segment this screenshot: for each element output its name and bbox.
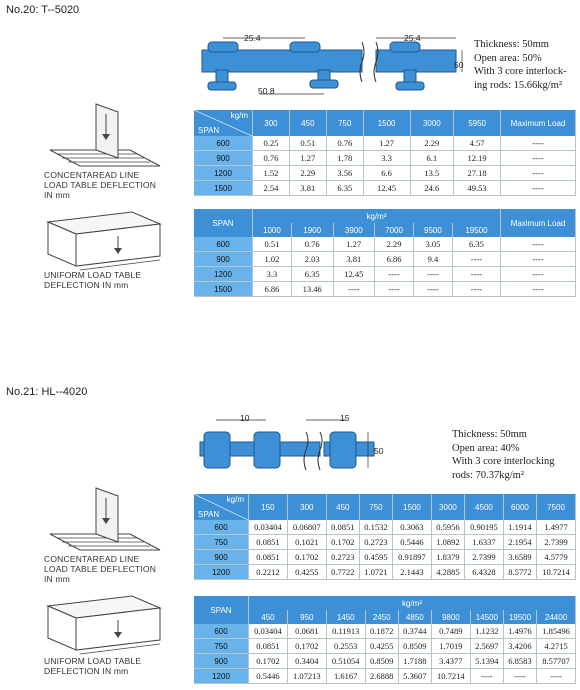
concentrated-load-illustration: [40, 100, 170, 170]
value-cell: 0.91897: [393, 550, 432, 565]
value-cell: 0.03404: [249, 624, 288, 639]
value-cell: 3.6589: [503, 550, 536, 565]
table-corner: [194, 494, 249, 520]
column-header: 9500: [414, 223, 453, 237]
spec-line: With 3 core interlocking: [452, 456, 555, 467]
value-cell: 1.02: [253, 252, 292, 267]
value-cell: 6.1: [410, 151, 454, 166]
spec-line: rods: 70.37kg/m²: [452, 469, 524, 481]
span-cell: 1500: [194, 181, 253, 196]
column-header: 3000: [431, 494, 464, 520]
column-header: 950: [287, 610, 326, 624]
value-cell: 0.76: [253, 151, 290, 166]
value-cell: 0.0681: [287, 624, 326, 639]
product-1-specs: [474, 38, 567, 92]
value-cell: 0.11913: [326, 624, 365, 639]
value-cell: 4.57: [454, 136, 501, 151]
unit-header: kg/m²: [253, 209, 501, 223]
value-cell: 0.0851: [249, 550, 288, 565]
product-1-title: No.20: T--5020: [6, 4, 80, 16]
value-cell: 0.51: [289, 136, 326, 151]
value-cell: 0.2553: [326, 639, 365, 654]
value-cell: 3.81: [289, 181, 326, 196]
column-header: 150: [249, 494, 288, 520]
table-row: [194, 151, 576, 166]
column-header: 7500: [537, 494, 576, 520]
value-cell: 12.19: [454, 151, 501, 166]
span-header: SPAN: [194, 209, 253, 237]
table-row: [194, 669, 576, 684]
span-cell: 1200: [194, 267, 253, 282]
value-cell: 0.1872: [365, 624, 398, 639]
value-cell: ----: [452, 282, 500, 297]
caption-line: LOAD TABLE DEFLECTION: [44, 180, 157, 190]
concentrated-load-table-2: [194, 494, 576, 580]
value-cell: ----: [375, 282, 414, 297]
value-cell: 0.0851: [249, 535, 288, 550]
value-cell: 1.85496: [537, 624, 576, 639]
value-cell: 1.27: [363, 136, 410, 151]
value-cell: 0.3404: [287, 654, 326, 669]
value-cell: 0.8509: [365, 654, 398, 669]
span-cell: 600: [194, 624, 249, 639]
dim-height: 50: [374, 446, 384, 456]
caption-line: LOAD TABLE DEFLECTION: [44, 564, 157, 574]
product-2-specs: [452, 428, 555, 482]
value-cell: 3.3: [363, 151, 410, 166]
value-cell: 6.86: [253, 282, 292, 297]
value-cell: 6.86: [375, 252, 414, 267]
column-header: 300: [287, 494, 326, 520]
value-cell: 6.8583: [503, 654, 536, 669]
value-cell: 0.7722: [326, 565, 359, 580]
uniform-load-illustration: [40, 208, 170, 274]
value-cell: ----: [414, 282, 453, 297]
column-header: 450: [326, 494, 359, 520]
max-load-cell: ----: [501, 282, 576, 297]
value-cell: 0.1702: [326, 535, 359, 550]
column-header: 24400: [537, 610, 576, 624]
caption-line: UNIFORM LOAD TABLE: [44, 656, 142, 666]
table-row: [194, 639, 576, 654]
max-load-header: Maximum Load: [501, 110, 576, 136]
corner-span-label: SPAN: [198, 126, 220, 135]
value-cell: 1.7019: [431, 639, 470, 654]
uniform-load-table-1: [194, 209, 576, 297]
max-load-cell: ----: [501, 267, 576, 282]
value-cell: 1.6167: [326, 669, 365, 684]
table-body: [194, 624, 576, 684]
value-cell: 8.57707: [537, 654, 576, 669]
value-cell: 1.52: [253, 166, 290, 181]
table-row: [194, 282, 576, 297]
table-row: [194, 166, 576, 181]
dim-left: 10: [240, 413, 250, 423]
span-cell: 1200: [194, 565, 249, 580]
value-cell: 2.6888: [365, 669, 398, 684]
dim-right: 15: [340, 413, 350, 423]
value-cell: 4.5779: [537, 550, 576, 565]
uniform-caption-1: [44, 270, 141, 290]
value-cell: ----: [537, 669, 576, 684]
value-cell: 1.27: [289, 151, 326, 166]
concentrated-load-illustration: [40, 484, 170, 554]
table-row: [194, 624, 576, 639]
value-cell: 0.25: [253, 136, 290, 151]
value-cell: 2.03: [291, 252, 333, 267]
column-header: 19500: [503, 610, 536, 624]
column-header: 4850: [398, 610, 431, 624]
value-cell: 6.35: [326, 181, 363, 196]
value-cell: 0.2723: [326, 550, 359, 565]
value-cell: 13.5: [410, 166, 454, 181]
value-cell: 49.53: [454, 181, 501, 196]
span-cell: 900: [194, 151, 253, 166]
value-cell: 3.56: [326, 166, 363, 181]
spec-line: With 3 core interlock-: [474, 66, 567, 77]
value-cell: 6.35: [291, 267, 333, 282]
span-cell: 1200: [194, 166, 253, 181]
value-cell: 0.03404: [249, 520, 288, 535]
value-cell: 5.3607: [398, 669, 431, 684]
value-cell: 0.1021: [287, 535, 326, 550]
value-cell: ----: [503, 669, 536, 684]
value-cell: 1.27: [333, 237, 375, 252]
column-header: 1450: [326, 610, 365, 624]
value-cell: 2.1954: [503, 535, 536, 550]
profile-drawing-t5020: [190, 28, 470, 100]
table-row: [194, 565, 576, 580]
max-load-cell: ----: [501, 151, 576, 166]
value-cell: 10.7214: [537, 565, 576, 580]
column-header: 7000: [375, 223, 414, 237]
value-cell: ----: [375, 267, 414, 282]
span-cell: 1500: [194, 282, 253, 297]
value-cell: 1.4977: [537, 520, 576, 535]
span-cell: 900: [194, 654, 249, 669]
value-cell: 0.4255: [365, 639, 398, 654]
value-cell: 8.5772: [503, 565, 536, 580]
value-cell: 2.29: [289, 166, 326, 181]
column-header: 5950: [454, 110, 501, 136]
spec-line: Thickness: 50mm: [474, 39, 549, 50]
table-row: [194, 267, 576, 282]
value-cell: 0.5446: [249, 669, 288, 684]
value-cell: 3.3: [253, 267, 292, 282]
span-cell: 750: [194, 535, 249, 550]
uniform-load-illustration: [40, 592, 170, 658]
value-cell: 5.1394: [470, 654, 503, 669]
column-header: 3900: [333, 223, 375, 237]
value-cell: 0.1532: [359, 520, 392, 535]
column-header: 2450: [365, 610, 398, 624]
value-cell: ----: [414, 267, 453, 282]
value-cell: 27.18: [454, 166, 501, 181]
max-load-cell: ----: [501, 237, 576, 252]
value-cell: 1.8379: [431, 550, 464, 565]
value-cell: 6.35: [452, 237, 500, 252]
column-header: 6000: [503, 494, 536, 520]
max-load-cell: ----: [501, 181, 576, 196]
value-cell: 1.78: [326, 151, 363, 166]
span-cell: 600: [194, 136, 253, 151]
concentrated-caption-1: [44, 170, 156, 200]
column-header: 9800: [431, 610, 470, 624]
value-cell: 1.0721: [359, 565, 392, 580]
column-header: 3000: [410, 110, 454, 136]
value-cell: 4.2715: [537, 639, 576, 654]
value-cell: 2.1443: [393, 565, 432, 580]
corner-span-label: SPAN: [198, 510, 220, 519]
table-row: [194, 136, 576, 151]
table-row: [194, 535, 576, 550]
value-cell: ----: [333, 282, 375, 297]
table-row: [194, 252, 576, 267]
value-cell: 0.0851: [326, 520, 359, 535]
max-load-header: Maximum Load: [501, 209, 576, 237]
value-cell: 0.3063: [393, 520, 432, 535]
value-cell: 0.8509: [398, 639, 431, 654]
column-header: 1500: [363, 110, 410, 136]
value-cell: 2.29: [375, 237, 414, 252]
value-cell: 1.1232: [470, 624, 503, 639]
spec-line: Open area: 50%: [474, 52, 542, 64]
column-header: 750: [326, 110, 363, 136]
corner-unit-label: kg/m: [230, 111, 248, 120]
value-cell: 6.4328: [465, 565, 504, 580]
table-row: [194, 654, 576, 669]
value-cell: 0.1702: [287, 639, 326, 654]
column-header: 750: [359, 494, 392, 520]
uniform-load-table-2: [194, 596, 576, 684]
value-cell: 1.07213: [287, 669, 326, 684]
caption-line: DEFLECTION IN mm: [44, 666, 129, 676]
value-cell: 0.3744: [398, 624, 431, 639]
value-cell: 0.7489: [431, 624, 470, 639]
value-cell: 1.1914: [503, 520, 536, 535]
table-body: [194, 136, 576, 196]
value-cell: 13.46: [291, 282, 333, 297]
value-cell: 2.54: [253, 181, 290, 196]
unit-header: kg/m²: [249, 596, 576, 610]
value-cell: 0.06807: [287, 520, 326, 535]
table-row: [194, 181, 576, 196]
caption-line: UNIFORM LOAD TABLE: [44, 270, 142, 280]
dim-height: 50: [454, 60, 464, 70]
value-cell: 1.0892: [431, 535, 464, 550]
value-cell: ----: [470, 669, 503, 684]
value-cell: 0.1702: [249, 654, 288, 669]
value-cell: 0.90195: [465, 520, 504, 535]
value-cell: 0.5446: [393, 535, 432, 550]
value-cell: 0.76: [326, 136, 363, 151]
table-body: [194, 237, 576, 297]
value-cell: 2.29: [410, 136, 454, 151]
caption-line: IN mm: [44, 574, 71, 584]
profile-drawing-hl4020: [196, 410, 386, 480]
value-cell: 3.4377: [431, 654, 470, 669]
value-cell: 6.6: [363, 166, 410, 181]
concentrated-caption-2: [44, 554, 156, 584]
spec-line: Open area: 40%: [452, 442, 520, 454]
corner-unit-label: kg/m: [226, 495, 244, 504]
span-cell: 600: [194, 520, 249, 535]
value-cell: 1.7188: [398, 654, 431, 669]
caption-line: IN mm: [44, 190, 71, 200]
table-row: [194, 237, 576, 252]
max-load-cell: ----: [501, 166, 576, 181]
value-cell: 12.45: [363, 181, 410, 196]
value-cell: 1.4976: [503, 624, 536, 639]
column-header: 450: [249, 610, 288, 624]
span-cell: 1200: [194, 669, 249, 684]
span-header: SPAN: [194, 596, 249, 624]
value-cell: 2.7399: [465, 550, 504, 565]
value-cell: 0.2723: [359, 535, 392, 550]
value-cell: 0.2212: [249, 565, 288, 580]
product-2-title: No.21: HL--4020: [6, 386, 88, 398]
column-header: 1000: [253, 223, 292, 237]
column-header: 1900: [291, 223, 333, 237]
value-cell: 10.7214: [431, 669, 470, 684]
value-cell: 4.2885: [431, 565, 464, 580]
span-cell: 750: [194, 639, 249, 654]
caption-line: CONCENTAREAD LINE: [44, 554, 140, 564]
value-cell: 3.4206: [503, 639, 536, 654]
column-header: 19500: [452, 223, 500, 237]
value-cell: 24.6: [410, 181, 454, 196]
value-cell: 3.05: [414, 237, 453, 252]
span-cell: 600: [194, 237, 253, 252]
uniform-caption-2: [44, 656, 141, 676]
column-header: 14500: [470, 610, 503, 624]
table-body: [194, 520, 576, 580]
value-cell: ----: [452, 252, 500, 267]
column-header: 4500: [465, 494, 504, 520]
value-cell: 0.0851: [249, 639, 288, 654]
dim-top-b: 25.4: [404, 33, 421, 43]
value-cell: 9.4: [414, 252, 453, 267]
dim-top-a: 25.4: [244, 33, 261, 43]
value-cell: 0.5956: [431, 520, 464, 535]
caption-line: CONCENTAREAD LINE: [44, 170, 140, 180]
column-header: 1500: [393, 494, 432, 520]
dim-bottom: 50.8: [258, 86, 275, 96]
value-cell: 0.51054: [326, 654, 365, 669]
value-cell: 2.5697: [470, 639, 503, 654]
value-cell: 0.4595: [359, 550, 392, 565]
table-row: [194, 520, 576, 535]
value-cell: 0.1702: [287, 550, 326, 565]
max-load-cell: ----: [501, 136, 576, 151]
value-cell: 0.51: [253, 237, 292, 252]
table-corner: [194, 110, 253, 136]
value-cell: 0.76: [291, 237, 333, 252]
column-header: 300: [253, 110, 290, 136]
value-cell: 0.4255: [287, 565, 326, 580]
span-cell: 900: [194, 550, 249, 565]
value-cell: 12.45: [333, 267, 375, 282]
value-cell: 3.81: [333, 252, 375, 267]
value-cell: 1.6337: [465, 535, 504, 550]
spec-line: Thickness: 50mm: [452, 429, 527, 440]
column-header: 450: [289, 110, 326, 136]
value-cell: 2.7399: [537, 535, 576, 550]
value-cell: ----: [452, 267, 500, 282]
concentrated-load-table-1: [194, 110, 576, 196]
table-row: [194, 550, 576, 565]
span-cell: 900: [194, 252, 253, 267]
max-load-cell: ----: [501, 252, 576, 267]
spec-line: ing rods: 15.66kg/m²: [474, 79, 563, 91]
caption-line: DEFLECTION IN mm: [44, 280, 129, 290]
